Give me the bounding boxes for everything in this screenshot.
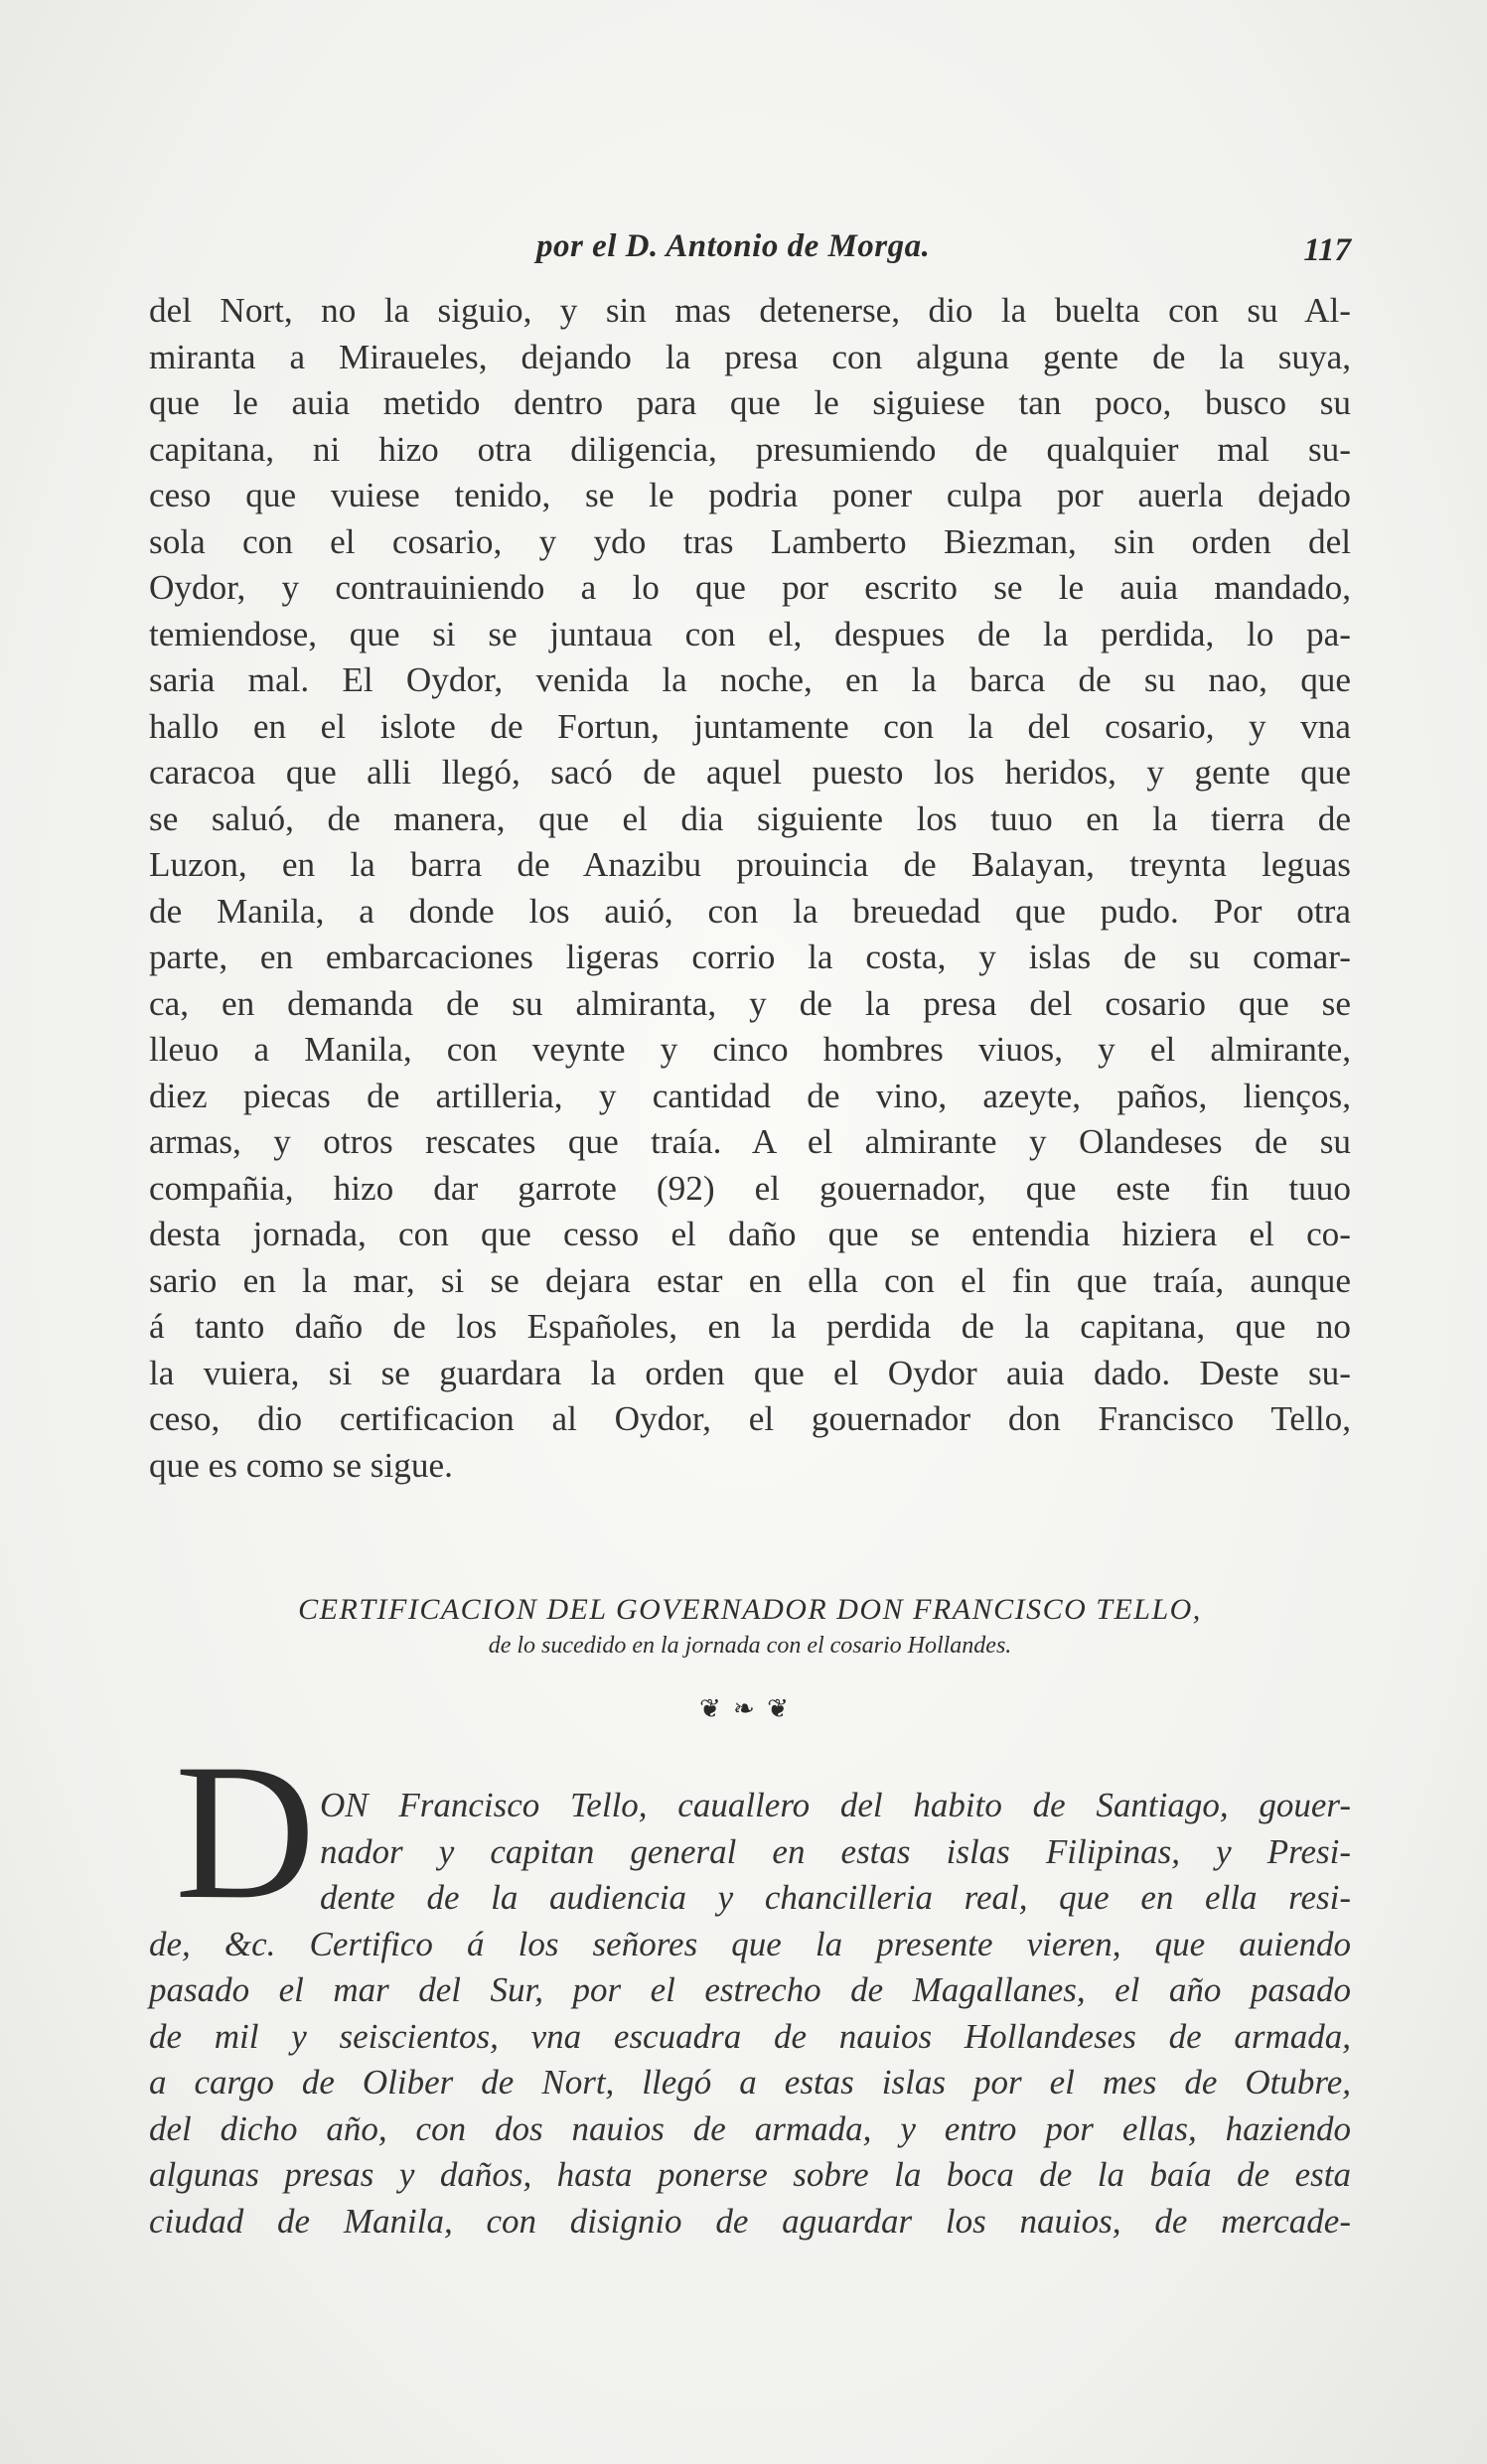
text-line: compañia, hizo dar garrote (92) el gouernador, que este fin tuuo <box>149 1168 1351 1208</box>
text-line: a cargo de Oliber de Nort, llegó a estas islas por el mes de Otubre, <box>149 2063 1351 2102</box>
text-line: de Manila, a donde los auió, con la breuedad que pudo. Por otra <box>149 891 1351 931</box>
text-line: caracoa que alli llegó, sacó de aquel puesto los heridos, y gente que <box>149 753 1351 792</box>
text-line: parte, en embarcaciones ligeras corrio la costa, y islas de su comar- <box>149 938 1351 976</box>
text-line: Luzon, en la barra de Anazibu prouincia de Balayan, treynta leguas <box>149 845 1351 884</box>
text-line: pasado el mar del Sur, por el estrecho de Magallanes, el año pasado <box>149 1970 1351 2009</box>
text-line: dente de la audiencia y chancilleria real, que en ella resi- <box>320 1878 1351 1917</box>
text-line: hallo en el islote de Fortun, juntamente con la del cosario, y vna <box>149 706 1351 746</box>
text-line: á tanto daño de los Españoles, en la perdida de la capitana, que no <box>149 1307 1351 1346</box>
text-line: ON Francisco Tello, cauallero del habito de Santiago, gouer- <box>320 1786 1351 1824</box>
body-paragraph <box>149 288 1351 1489</box>
running-title: por el D. Antonio de Morga. <box>536 228 931 264</box>
text-line: ca, en demanda de su almiranta, y de la presa del cosario que se <box>149 983 1351 1023</box>
text-line: desta jornada, con que cesso el daño que se entendia hiziera el co- <box>149 1215 1351 1253</box>
text-line: de mil y seiscientos, vna escuadra de nauios Hollandeses de armada, <box>149 2016 1351 2056</box>
certification-title: CERTIFICACION DEL GOVERNADOR DON FRANCISCO TELLO, <box>298 1593 1202 1626</box>
text-line: del dicho año, con dos nauios de armada, y entro por ellas, haziendo <box>149 2108 1351 2148</box>
text-line: miranta a Miraueles, dejando la presa con alguna gente de la suya, <box>149 337 1351 376</box>
drop-cap-letter: D <box>175 1724 316 1940</box>
text-line: algunas presas y daños, hasta ponerse sobre la boca de la baía de esta <box>149 2155 1351 2194</box>
text-line: Oydor, y contrauiniendo a lo que por escrito se le auia mandado, <box>149 568 1351 607</box>
text-line: capitana, ni hizo otra diligencia, presumiendo de qualquier mal su- <box>149 429 1351 469</box>
text-line: del Nort, no la siguio, y sin mas detenerse, dio la buelta con su Al- <box>149 291 1351 330</box>
text-line: armas, y otros rescates que traía. A el almirante y Olandeses de su <box>149 1122 1351 1161</box>
text-line: saria mal. El Oydor, venida la noche, en la barca de su nao, que <box>149 660 1351 699</box>
running-header <box>149 222 1351 272</box>
text-line: sola con el cosario, y ydo tras Lamberto Biezman, sin orden del <box>149 521 1351 561</box>
text-line: ciudad de Manila, con disignio de aguardar los nauios, de mercade- <box>149 2201 1351 2241</box>
text-line: la vuiera, si se guardara la orden que el Oydor auia dado. Deste su- <box>149 1353 1351 1392</box>
page-number: 117 <box>1303 232 1351 268</box>
fleuron-ornament: ❦ ❧ ❦ <box>699 1694 791 1724</box>
text-line: diez piecas de artilleria, y cantidad de vino, azeyte, paños, lienços, <box>149 1076 1351 1115</box>
text-line: ceso, dio certificacion al Oydor, el gouernador don Francisco Tello, <box>149 1399 1351 1438</box>
certification-subtitle: de lo sucedido en la jornada con el cosario Hollandes. <box>488 1633 1012 1659</box>
text-line: se saluó, de manera, que el dia siguiente los tuuo en la tierra de <box>149 798 1351 838</box>
text-line: de, &c. Certifico á los señores que la presente vieren, que auiendo <box>149 1924 1351 1963</box>
text-line: lleuo a Manila, con veynte y cinco hombres viuos, y el almirante, <box>149 1030 1351 1069</box>
text-line: nador y capitan general en estas islas Filipinas, y Presi- <box>320 1831 1351 1871</box>
text-line: sario en la mar, si se dejara estar en ella con el fin que traía, aunque <box>149 1260 1351 1300</box>
text-line: que es como se sigue. <box>149 1445 453 1485</box>
certification-heading <box>149 1591 1351 1663</box>
text-line: temiendose, que si se juntaua con el, despues de la perdida, lo pa- <box>149 614 1351 653</box>
certification-body <box>149 1783 1351 2245</box>
text-line: ceso que vuiese tenido, se le podria poner culpa por auerla dejado <box>149 476 1351 514</box>
text-line: que le auia metido dentro para que le siguiese tan poco, busco su <box>149 383 1351 422</box>
